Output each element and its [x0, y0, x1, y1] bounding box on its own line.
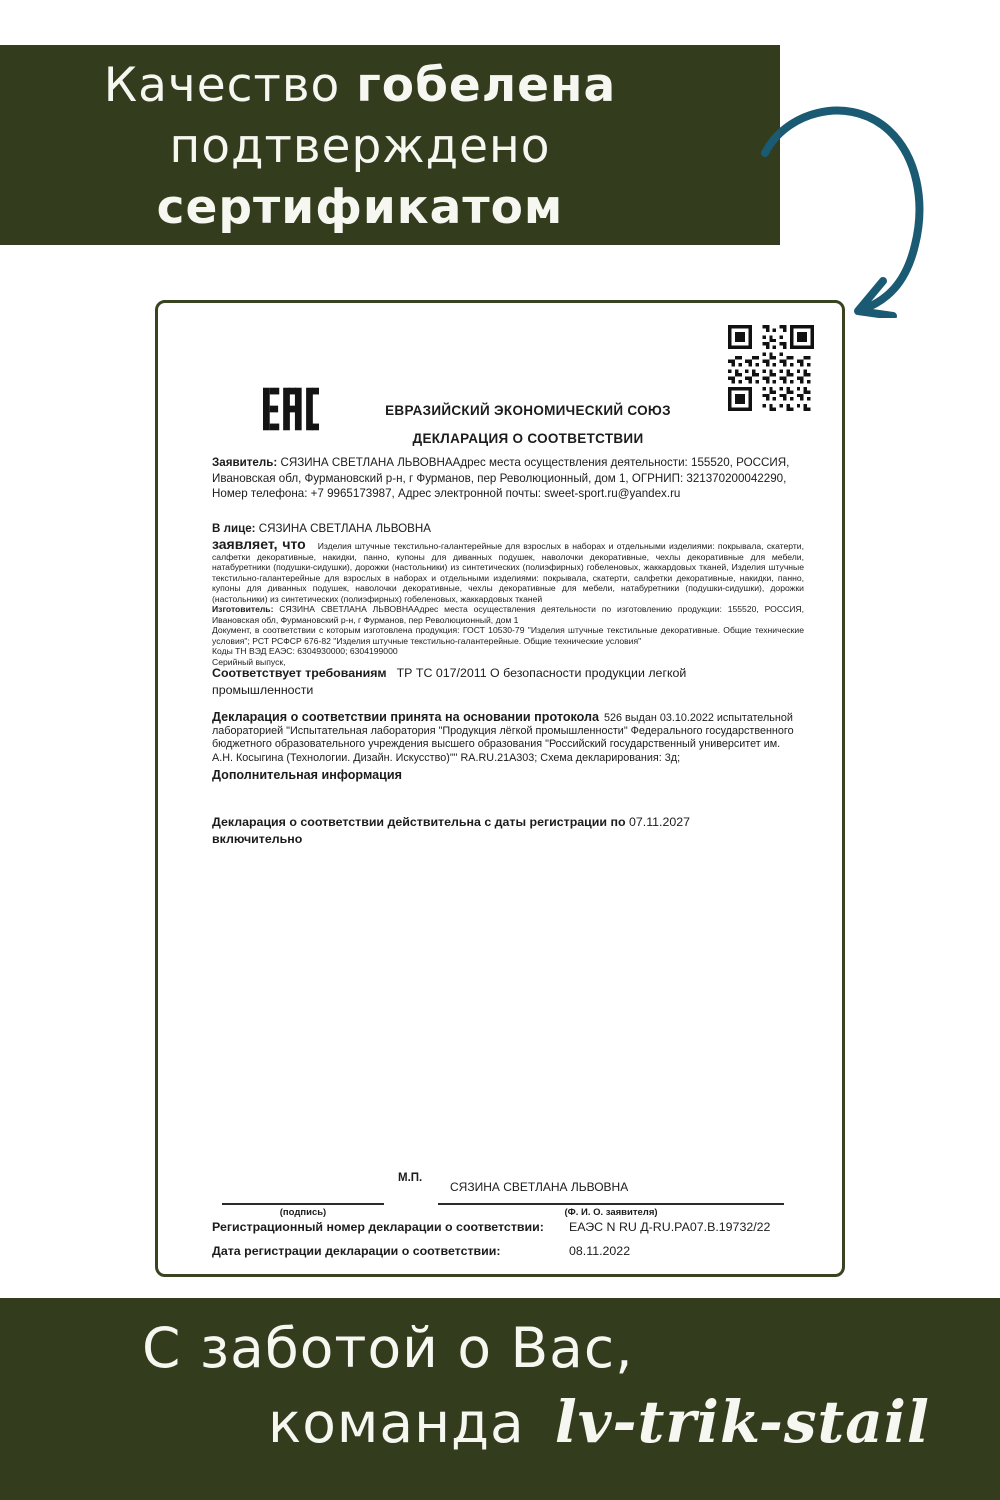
- declares-text: Изделия штучные текстильно-галантерейные для взрослых в наборах и отдельными изделиями: покрывала, скатерти, салфетки декоративные, накидки, панно, купоны для диванных подушек, наволочки декоративные, чехлы декоративные для мебели, натабуретники (подушки-сидушки), дорожки (настольники) из синтетических (полиэфирных) гобеленовых, жаккардовых тканей, Изделия штучные текстильно-галантерейные для взрослых в наборах и отдельными изделиями: покрывала, скатерти, салфетки декоративные, накидки, панно, купоны для диванных подушек, наволочки декоративные, чехлы декоративные для мебели, натабуретники (подушки-сидушки), дорожки (настольники) из синтетических (полиэфирных) гобеленовых, жаккардовых тканей: [212, 541, 804, 604]
- additional-info-label: Дополнительная информация: [212, 767, 402, 782]
- registration-date-value: 08.11.2022: [569, 1244, 631, 1258]
- in-person-label: В лице:: [212, 522, 256, 535]
- fio-caption: (Ф. И. О. заявителя): [564, 1207, 658, 1218]
- validity-date: 07.11.2027: [628, 815, 691, 829]
- banner-line1-bold: гобелена: [356, 58, 617, 113]
- complies-text: ТР ТС 017/2011 О безопасности продукции легкой промышленности: [212, 666, 687, 697]
- footer-line-2: [268, 1388, 930, 1456]
- bottom-banner: [0, 1298, 1000, 1500]
- protocol-text: 526 выдан 03.10.2022 испытательной лабораторией "Испытательная лаборатория "Продукция лёгкой промышленности" Федерального государственного бюджетного образовательного учреждения высшего образования "Российский государственный университет им. А.Н. Косыгина (Технологии. Дизайн. Искусство)"" RA.RU.21А303; Схема декларирования: 3д;: [212, 712, 794, 764]
- union-title: ЕВРАЗИЙСКИЙ ЭКОНОМИЧЕСКИЙ СОЮЗ: [385, 403, 671, 418]
- manufacturer-paragraph: [212, 604, 804, 625]
- in-person-text: СЯЗИНА СВЕТЛАНА ЛЬВОВНА: [258, 522, 431, 535]
- complies-label: Соответствует требованиям: [212, 666, 387, 680]
- signature-name: СЯЗИНА СВЕТЛАНА ЛЬВОВНА: [450, 1180, 629, 1194]
- declaration-certificate: [155, 300, 845, 1277]
- validity-line-1: [212, 814, 804, 831]
- fio-line: [438, 1203, 784, 1205]
- codes-line: Коды ТН ВЭД ЕАЭС: 6304930000; 6304199000: [212, 646, 398, 656]
- footer-team-text: команда: [268, 1391, 525, 1455]
- validity-block: [212, 814, 804, 847]
- signature-line: [222, 1203, 384, 1205]
- serial-line: Серийный выпуск,: [212, 656, 286, 667]
- banner-line-2: подтверждено: [169, 119, 551, 174]
- protocol-paragraph: [212, 711, 804, 765]
- registration-date-row: [212, 1244, 822, 1258]
- document-paragraph: Документ, в соответствии с которым изготовлена продукция: ГОСТ 10530-79 "Изделия штучные текстильные декоративные. Общие технические условия"; РСТ РСФСР 676-82 "Изделия штучные текстильно-галантерейные. Общие технические условия": [212, 625, 804, 646]
- complies-paragraph: [212, 665, 787, 698]
- declaration-title: ДЕКЛАРАЦИЯ О СООТВЕТСТВИИ: [412, 431, 644, 446]
- applicant-text: СЯЗИНА СВЕТЛАНА ЛЬВОВНААдрес места осуществления деятельности: 155520, РОССИЯ, Ивановская обл, Фурмановский р-н, г Фурманов, пер Революционный, дом 1, ОГРНИП: 321370200042290, Номер телефона: +7 9965173987, Адрес электронной почты: sweet-sport.ru@yandex.ru: [212, 456, 790, 501]
- manufacturer-text: СЯЗИНА СВЕТЛАНА ЛЬВОВНААдрес места осуществления деятельности по изготовлению продукции: 155520, РОССИЯ, Ивановская обл, Фурмановский р-н, г Фурманов, пер Революционный, дом 1: [212, 604, 805, 625]
- manufacturer-label: Изготовитель:: [212, 604, 274, 614]
- validity-suffix: включительно: [212, 831, 303, 846]
- banner-line1-regular: Качество: [103, 58, 357, 113]
- registration-number-label: Регистрационный номер декларации о соответствии:: [212, 1220, 544, 1234]
- qr-code-icon: [728, 325, 814, 411]
- registration-number-row: [212, 1220, 822, 1234]
- banner-line-3: сертификатом: [156, 180, 564, 235]
- footer-line-1: С заботой о Вас,: [142, 1316, 634, 1380]
- curved-arrow-icon: [757, 103, 927, 318]
- protocol-label: Декларация о соответствии принята на основании протокола: [212, 710, 600, 724]
- declares-paragraph: [212, 536, 804, 604]
- validity-label: Декларация о соответствии действительна с даты регистрации по: [212, 815, 626, 829]
- registration-date-label: Дата регистрации декларации о соответствии:: [212, 1244, 501, 1258]
- brand-name: lv-trik-stail: [554, 1388, 930, 1456]
- stamp-place-label: М.П.: [398, 1172, 423, 1184]
- applicant-label: Заявитель:: [212, 456, 278, 469]
- in-person-line: [212, 522, 804, 535]
- declares-label: заявляет, что: [212, 536, 306, 552]
- signature-caption: (подпись): [279, 1207, 327, 1218]
- product-details-block: [212, 536, 805, 667]
- banner-line-1: [10, 55, 710, 116]
- registration-number-value: ЕАЭС N RU Д-RU.РА07.В.19732/22: [569, 1220, 771, 1234]
- applicant-paragraph: [212, 455, 804, 502]
- protocol-block: [212, 711, 804, 782]
- top-banner: [0, 45, 780, 245]
